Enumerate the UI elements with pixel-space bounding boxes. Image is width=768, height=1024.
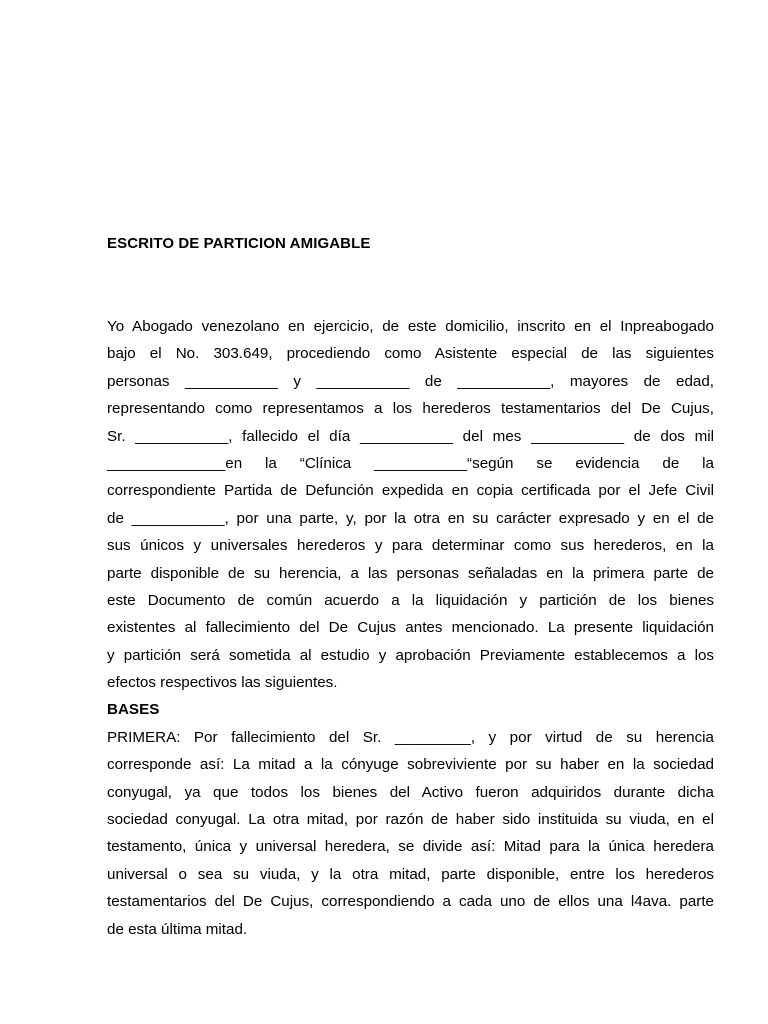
body-line: corresponde así: La mitad a la cónyuge sobreviviente por su haber en la sociedad — [107, 756, 714, 774]
body-line: universal o sea su viuda, y la otra mitad, parte disponible, entre los herederos — [107, 865, 714, 883]
body-line: Sr. ___________, fallecido el día ___________ del mes ___________ de dos mil — [107, 427, 714, 445]
section-heading-bases: BASES — [107, 701, 160, 719]
body-line: Yo Abogado venezolano en ejercicio, de este domicilio, inscrito en el Inpreabogado — [107, 318, 714, 335]
body-line: PRIMERA: Por fallecimiento del Sr. _________, y por virtud de su herencia — [107, 728, 714, 746]
body-line: parte disponible de su herencia, a las personas señaladas en la primera parte de — [107, 564, 714, 582]
body-line: testamento, única y universal heredera, se divide así: Mitad para la única heredera — [107, 838, 714, 856]
document-title: ESCRITO DE PARTICION AMIGABLE — [107, 235, 371, 252]
body-line: efectos respectivos las siguientes. — [107, 674, 338, 692]
body-line: sus únicos y universales herederos y para determinar como sus herederos, en la — [107, 537, 714, 555]
body-line: este Documento de común acuerdo a la liquidación y partición de los bienes — [107, 591, 714, 609]
body-line: sociedad conyugal. La otra mitad, por razón de haber sido instituida su viuda, en el — [107, 811, 714, 829]
body-line: y partición será sometida al estudio y aprobación Previamente establecemos a los — [107, 646, 714, 664]
body-line: de esta última mitad. — [107, 920, 248, 938]
body-line: bajo el No. 303.649, procediendo como Asistente especial de las siguientes — [107, 345, 714, 363]
body-line: de ___________, por una parte, y, por la otra en su carácter expresado y en el de — [107, 509, 714, 527]
body-line: testamentarios del De Cujus, correspondiendo a cada uno de ellos una l4ava. parte — [107, 893, 714, 911]
body-line: correspondiente Partida de Defunción expedida en copia certificada por el Jefe Civil — [107, 482, 714, 500]
body-line: existentes al fallecimiento del De Cujus antes mencionado. La presente liquidación — [107, 619, 714, 637]
document-body — [107, 316, 714, 946]
body-line: conyugal, ya que todos los bienes del Activo fueron adquiridos durante dicha — [107, 783, 714, 801]
body-line: personas ___________ y ___________ de ___________, mayores de edad, — [107, 372, 714, 390]
body-line: ______________en la “Clínica ___________“según se evidencia de la — [107, 454, 714, 472]
body-line: representando como representamos a los herederos testamentarios del De Cujus, — [107, 400, 714, 418]
